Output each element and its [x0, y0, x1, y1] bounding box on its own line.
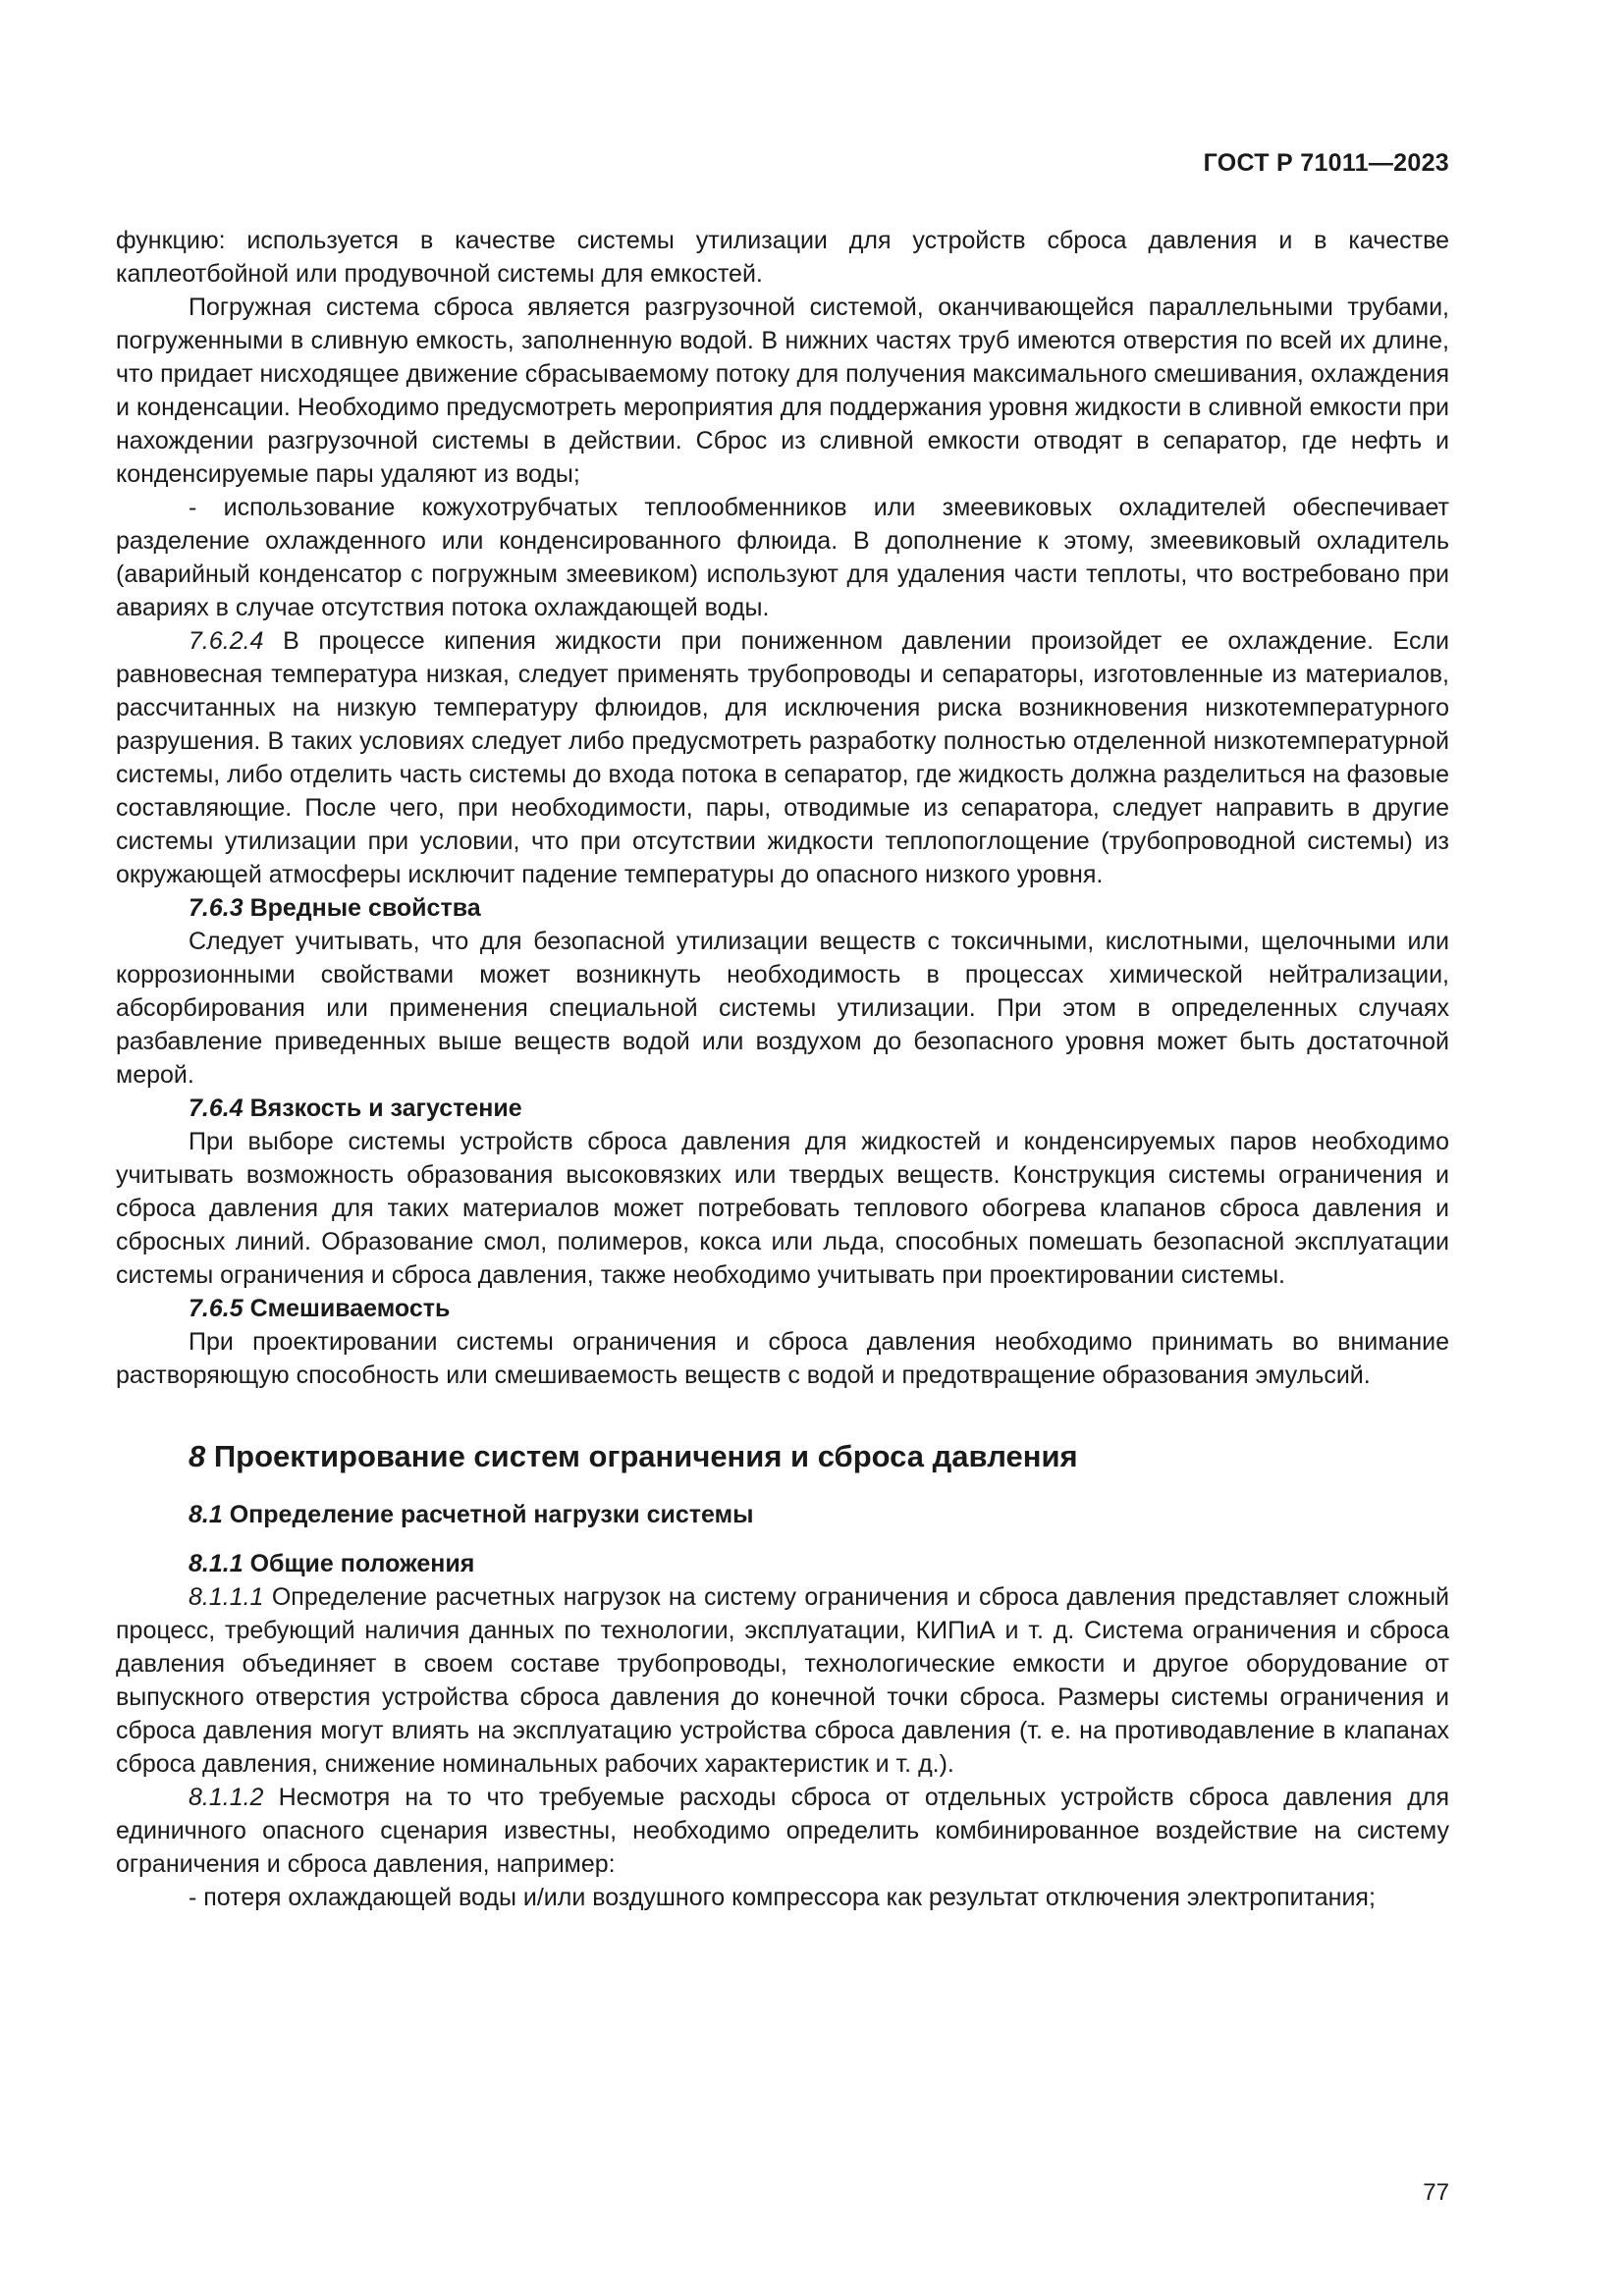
paragraph-text: В процессе кипения жидкости при пониженном давлении произойдет ее охлаждение. Если равновесная температура низкая, следует применять трубопроводы и сепараторы, изготовленные из материалов, рассчитанных на низкую температуру флюидов, для исключения риска возникновения низкотемпературного разрушения. В таких условиях следует либо предусмотреть разработку полностью отделенной низкотемпературной системы, либо отделить часть системы до входа потока в сепаратор, где жидкость должна разделиться на фазовые составляющие. После чего, при необходимости, пары, отводимые из сепаратора, следует направить в другие системы утилизации при условии, что при отсутствии жидкости теплопоглощение (трубопроводной системы) из окружающей атмосферы исключит падение температуры до опасного низкого уровня. — [116, 627, 1449, 888]
subsection-title: Общие положения — [249, 1550, 475, 1577]
clause-number: 8.1.1.1 — [189, 1583, 264, 1611]
subsection-heading — [116, 1547, 1449, 1580]
subsection-heading — [189, 1498, 1449, 1531]
paragraph: При проектировании системы ограничения и сброса давления необходимо принимать во внимание растворяющую способность или смешиваемость веществ с водой и предотвращение образования эмульсий. — [116, 1328, 1449, 1389]
section-heading — [189, 1437, 1449, 1476]
subsection-title: Вязкость и загустение — [249, 1095, 522, 1122]
paragraph-text: Несмотря на то что требуемые расходы сброса от отдельных устройств сброса давления для единичного опасного сценария известны, необходимо определить комбинированное воздействие на систему ограничения и сброса давления, например: — [116, 1784, 1449, 1878]
document-id-header: ГОСТ Р 71011—2023 — [1203, 149, 1449, 177]
list-item: - использование кожухотрубчатых теплообменников или змеевиковых охладителей обеспечивает разделение охлажденного или конденсированного флюида. В дополнение к этому, змеевиковый охладитель (аварийный конденсатор с погружным змеевиком) используют для удаления части теплоты, что востребовано при авариях в случае отсутствия потока охлаждающей воды. — [116, 494, 1449, 621]
paragraph — [116, 1580, 1449, 1781]
paragraph: функцию: используется в качестве системы утилизации для устройств сброса давления и в качестве каплеотбойной или продувочной системы для емкостей. — [116, 227, 1449, 288]
subsection-number: 7.6.5 — [189, 1295, 244, 1322]
paragraph: Следует учитывать, что для безопасной утилизации веществ с токсичными, кислотными, щелочными или коррозионными свойствами может возникнуть необходимость в процессах химической нейтрализации, абсорбирования или применения специальной системы утилизации. При этом в определенных случаях разбавление приведенных выше веществ водой или воздухом до безопасного уровня может быть достаточной мерой. — [116, 928, 1449, 1089]
page-number: 77 — [1423, 2179, 1449, 2206]
clause-number: 7.6.2.4 — [189, 627, 264, 655]
subsection-number: 8.1 — [189, 1501, 223, 1528]
subsection-title: Определение расчетной нагрузки системы — [229, 1501, 754, 1528]
paragraph — [116, 624, 1449, 891]
paragraph — [116, 1781, 1449, 1881]
subsection-number: 7.6.3 — [189, 894, 244, 922]
subsection-number: 8.1.1 — [189, 1550, 244, 1577]
subsection-title: Смешиваемость — [249, 1295, 451, 1322]
paragraph-text: Определение расчетных нагрузок на систему ограничения и сброса давления представляет сложный процесс, требующий наличия данных по технологии, эксплуатации, КИПиА и т. д. Система ограничения и сброса давления объединяет в своем составе трубопроводы, технологические емкости и другое оборудование от выпускного отверстия устройства сброса давления до конечной точки сброса. Размеры системы ограничения и сброса давления могут влиять на эксплуатацию устройства сброса давления (т. е. на противодавление в клапанах сброса давления, снижение номинальных рабочих характеристик и т. д.). — [116, 1583, 1450, 1778]
paragraph: Погружная система сброса является разгрузочной системой, оканчивающейся параллельными трубами, погруженными в сливную емкость, заполненную водой. В нижних частях труб имеются отверстия по всей их длине, что придает нисходящее движение сбрасываемому потоку для получения максимального смешивания, охлаждения и конденсации. Необходимо предусмотреть мероприятия для поддержания уровня жидкости в сливной емкости при нахождении разгрузочной системы в действии. Сброс из сливной емкости отводят в сепаратор, где нефть и конденсируемые пары удаляют из воды; — [116, 294, 1449, 488]
document-body — [116, 224, 1449, 1914]
paragraph: При выборе системы устройств сброса давления для жидкостей и конденсируемых паров необходимо учитывать возможность образования высоковязких или твердых веществ. Конструкция системы ограничения и сброса давления для таких материалов может потребовать теплового обогрева клапанов сброса давления и сбросных линий. Образование смол, полимеров, кокса или льда, способных помешать безопасной эксплуатации системы ограничения и сброса давления, также необходимо учитывать при проектировании системы. — [116, 1128, 1449, 1289]
section-title: Проектирование систем ограничения и сброса давления — [213, 1439, 1078, 1473]
subsection-number: 7.6.4 — [189, 1095, 244, 1122]
clause-number: 8.1.1.2 — [189, 1784, 264, 1811]
subsection-heading — [116, 1092, 1449, 1125]
section-number: 8 — [189, 1439, 206, 1473]
subsection-title: Вредные свойства — [249, 894, 481, 922]
subsection-heading — [116, 891, 1449, 925]
list-item: - потеря охлаждающей воды и/или воздушного компрессора как результат отключения электропитания; — [189, 1884, 1376, 1911]
subsection-heading — [116, 1292, 1449, 1325]
